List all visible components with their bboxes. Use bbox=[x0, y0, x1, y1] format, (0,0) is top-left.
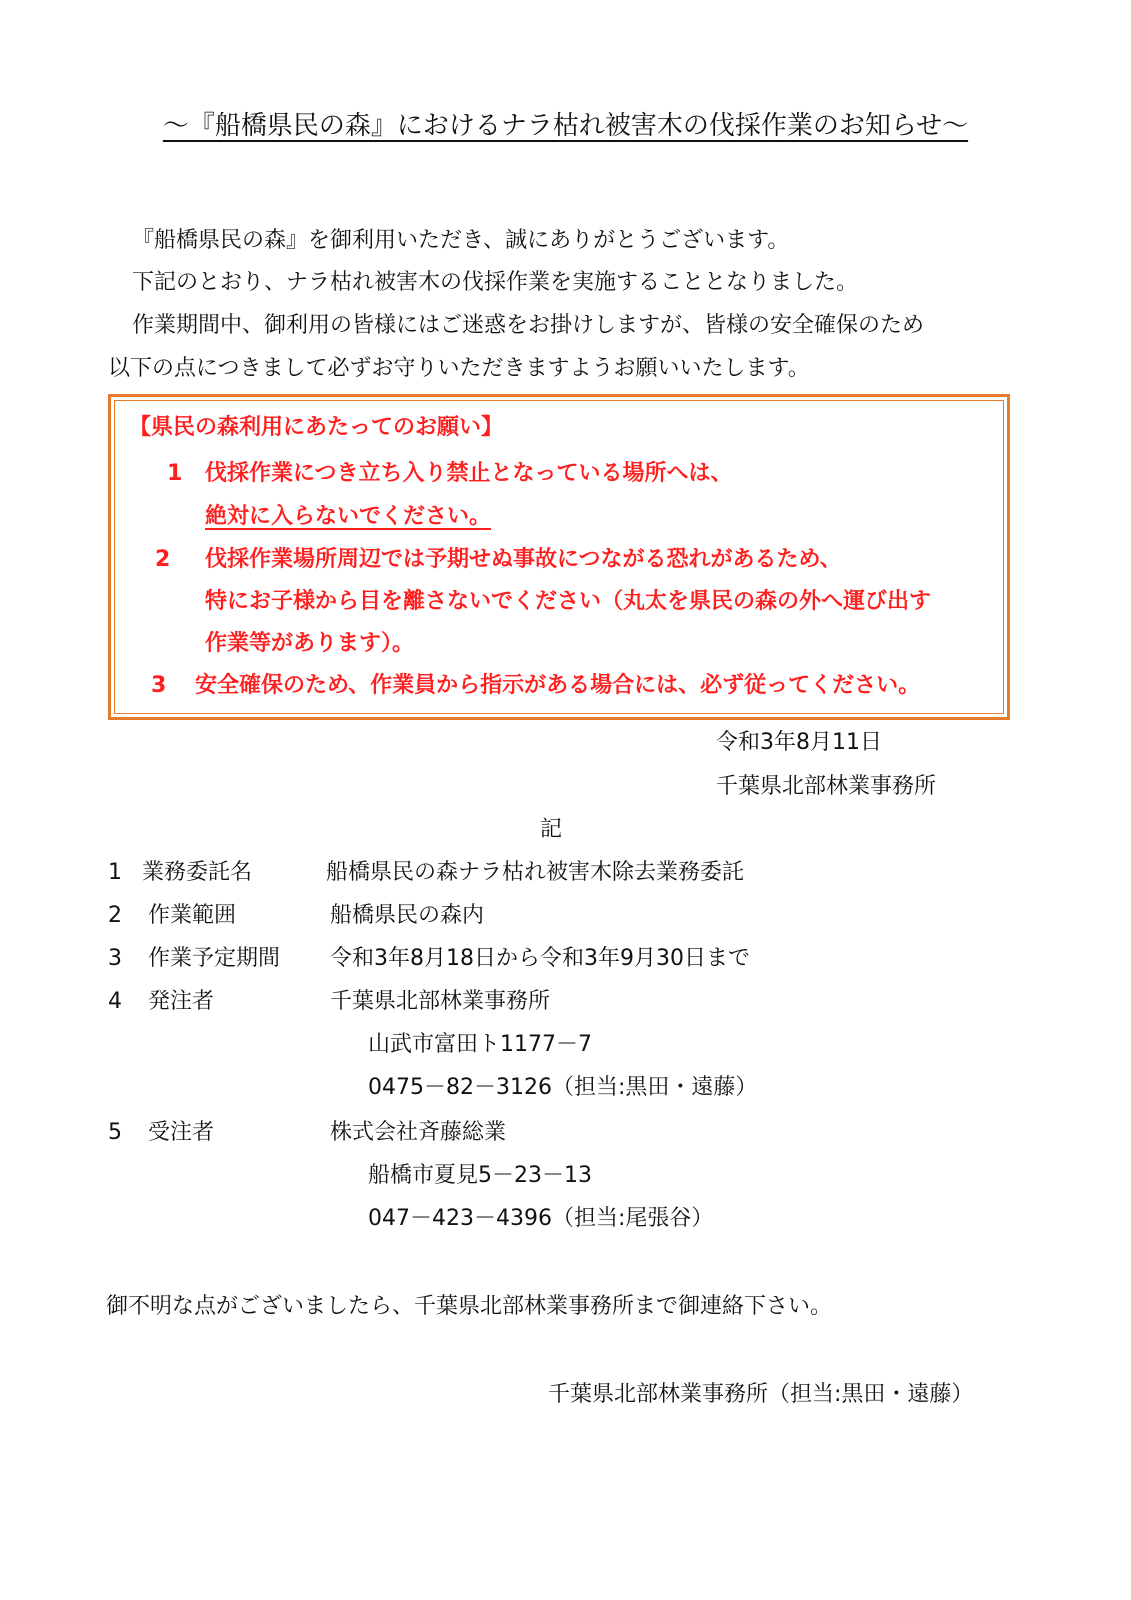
notice-box bbox=[108, 394, 1010, 720]
details-item-label: 業務委託名 bbox=[142, 860, 253, 885]
details-item-value: 株式会社斉藤総業 bbox=[330, 1120, 507, 1145]
details-item-number: 5 bbox=[108, 1120, 122, 1145]
document-title-text: ～『船橋県民の森』におけるナラ枯れ被害木の伐採作業のお知らせ～ bbox=[162, 111, 969, 141]
notice-item-2-line-3: 作業等があります）。 bbox=[205, 631, 415, 656]
notice-box-inner bbox=[114, 400, 1004, 714]
intro-line-3: 作業期間中、御利用の皆様にはご迷惑をお掛けしますが、皆様の安全確保のため bbox=[132, 313, 925, 338]
details-item-value: 令和3年8月18日から令和3年9月30日まで bbox=[330, 946, 750, 971]
details-item-number: 3 bbox=[108, 946, 122, 971]
details-item-label: 受注者 bbox=[148, 1120, 215, 1145]
details-item-label: 発注者 bbox=[148, 989, 215, 1014]
details-item-number: 1 bbox=[108, 860, 122, 885]
notice-item-3-line-1: 安全確保のため、作業員から指示がある場合には、必ず従ってください。 bbox=[195, 673, 921, 698]
intro-line-1: 『船橋県民の森』を御利用いただき、誠にありがとうございます。 bbox=[132, 228, 790, 253]
notice-item-2-line-1: 伐採作業場所周辺では予期せぬ事故につながる恐れがあるため、 bbox=[205, 547, 842, 572]
notice-item-1-line-1: 伐採作業につき立ち入り禁止となっている場所へは、 bbox=[205, 461, 733, 486]
details-item-phone: 0475－82－3126（担当:黒田・遠藤） bbox=[368, 1075, 758, 1100]
details-item-phone: 047－423－4396（担当:尾張谷） bbox=[368, 1206, 714, 1231]
notice-date: 令和3年8月11日 bbox=[716, 730, 882, 755]
notice-heading: 【県民の森利用にあたってのお願い】 bbox=[129, 415, 504, 440]
intro-line-4: 以下の点につきまして必ずお守りいただきますようお願いいたします。 bbox=[108, 356, 810, 381]
notice-item-1-number: 1 bbox=[167, 461, 183, 486]
details-item-address: 山武市富田ト1177－7 bbox=[368, 1032, 592, 1057]
details-item-label: 作業予定期間 bbox=[148, 946, 281, 971]
details-item-value: 千葉県北部林業事務所 bbox=[330, 989, 551, 1014]
intro-line-2: 下記のとおり、ナラ枯れ被害木の伐採作業を実施することとなりました。 bbox=[132, 270, 859, 295]
notice-item-3-number: 3 bbox=[151, 673, 167, 698]
notice-item-2-line-2: 特にお子様から目を離さないでください（丸太を県民の森の外へ運び出す bbox=[205, 589, 932, 614]
details-item-address: 船橋市夏見5－23－13 bbox=[368, 1163, 592, 1188]
notice-issuer: 千葉県北部林業事務所 bbox=[716, 774, 937, 799]
details-item-value: 船橋県民の森ナラ枯れ被害木除去業務委託 bbox=[326, 860, 745, 885]
notice-item-1-line-2: 絶対に入らないでください。 bbox=[205, 504, 492, 529]
details-item-value: 船橋県民の森内 bbox=[330, 903, 485, 928]
notice-item-2-number: 2 bbox=[155, 547, 171, 572]
details-item-label: 作業範囲 bbox=[148, 903, 237, 928]
ki-heading: 記 bbox=[540, 817, 563, 842]
details-item-number: 2 bbox=[108, 903, 122, 928]
document-title bbox=[0, 106, 1131, 146]
footer-contact: 千葉県北部林業事務所（担当:黒田・遠藤） bbox=[548, 1382, 974, 1407]
closing-text: 御不明な点がございましたら、千葉県北部林業事務所まで御連絡下さい。 bbox=[106, 1294, 833, 1319]
details-item-number: 4 bbox=[108, 989, 122, 1014]
